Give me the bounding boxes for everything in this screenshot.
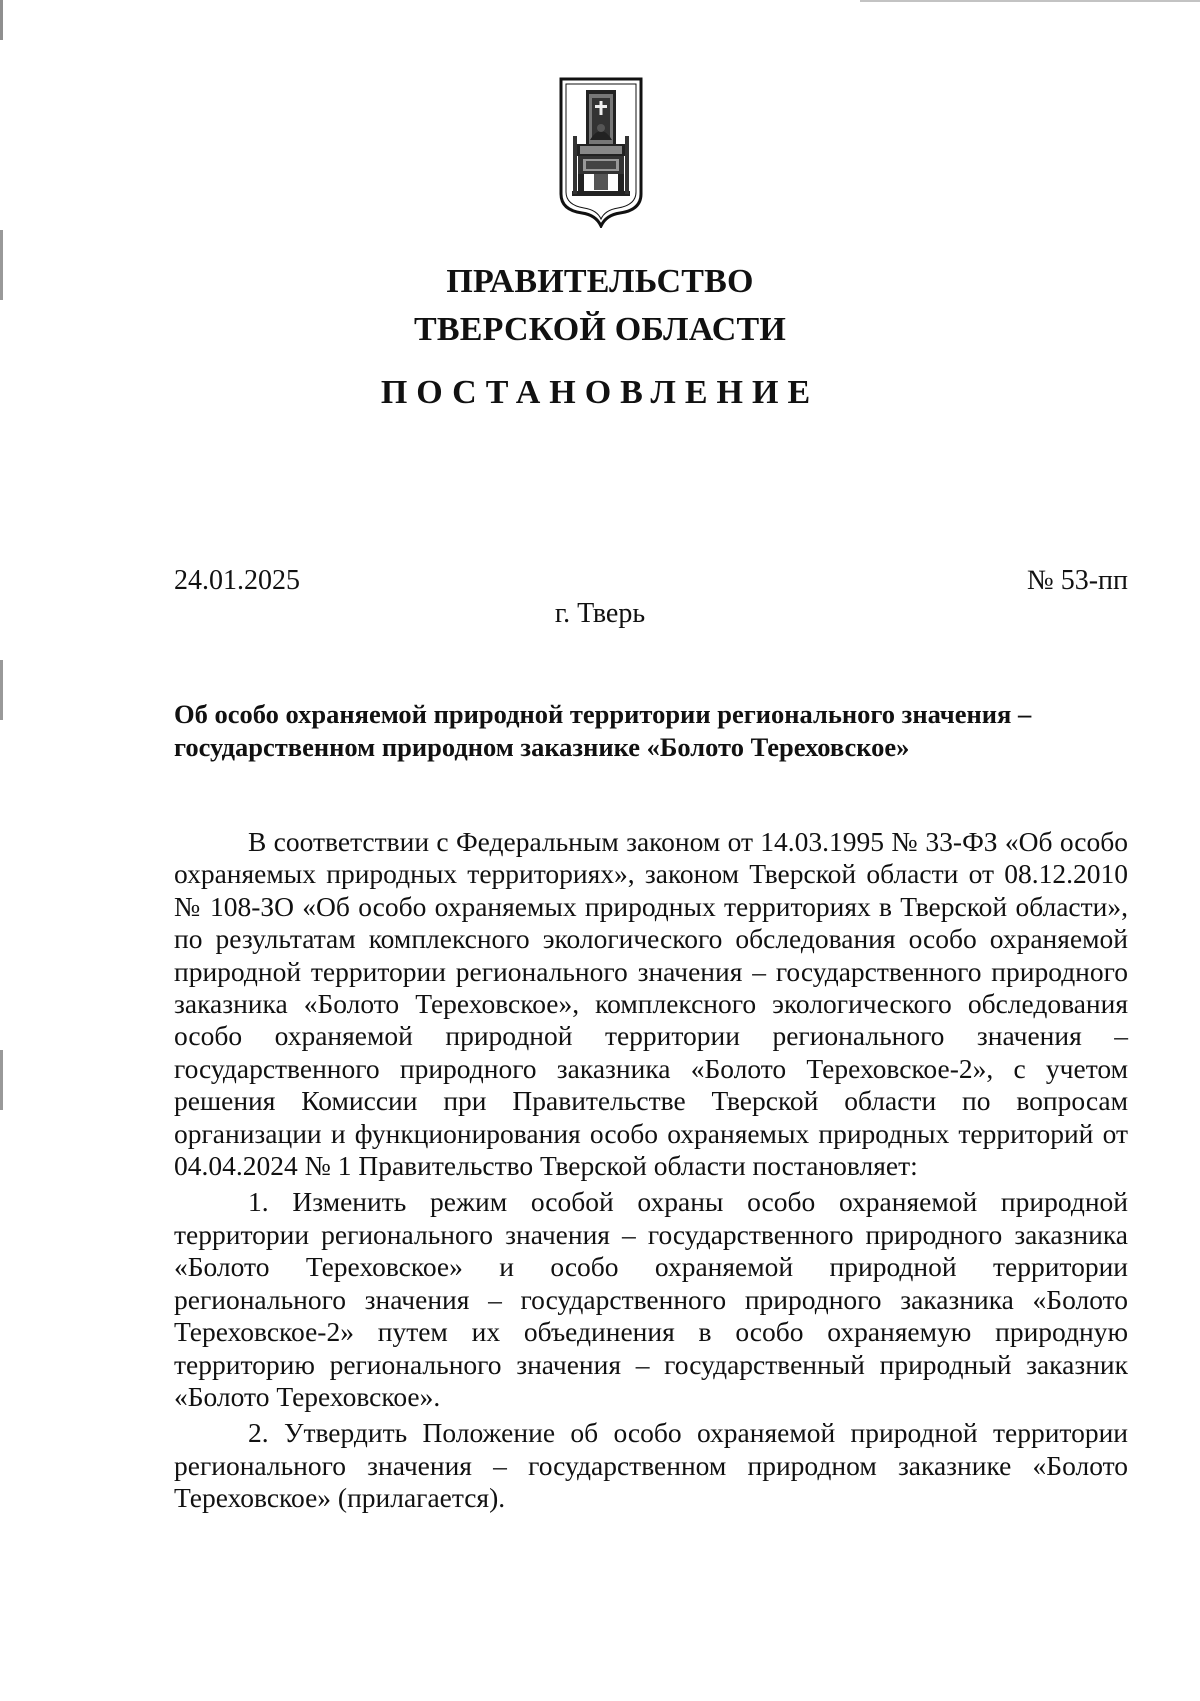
scan-edge-artifact: [0, 0, 3, 1701]
organization-name-line2: ТВЕРСКОЙ ОБЛАСТИ: [413, 311, 787, 348]
document-type: ПОСТАНОВЛЕНИЕ: [380, 374, 820, 411]
preamble-paragraph: В соответствии с Федеральным законом от 14.03.1995 № 33-ФЗ «Об особо охраняемых природных территориях», законом Тверской области от 08.12.2010 № 108-ЗО «Об особо охраняемых природных территориях в Тверской области», по результатам комплексного экологического обследования особо охраняемой природной территории регионального значения – государственного природного заказника «Болото Тереховское», комплексного экологического обследования особо охраняемой природной территории регионального значения – государственного природного заказника «Болото Тереховское-2», с учетом решения Комиссии при Правительстве Тверской области по вопросам организации и функционирования особо охраняемых природных территорий от 04.04.2024 № 1 Правительство Тверской области постановляет:: [174, 826, 1128, 1182]
organization-name-line1: ПРАВИТЕЛЬСТВО: [446, 263, 754, 300]
resolution-item-1: 1. Изменить режим особой охраны особо охраняемой природной территории регионального значения – государственного природного заказника «Болото Тереховское» и особо охраняемой природной территории регионального значения – государственного природного заказника «Болото Тереховское-2» путем их объединения в особо охраняемую природную территорию регионального значения – государственный природный заказник «Болото Тереховское».: [174, 1186, 1128, 1412]
document-city: г. Тверь: [554, 598, 646, 629]
resolution-item-2: 2. Утвердить Положение об особо охраняемой природной территории регионального значения – государственном природном заказнике «Болото Тереховское» (прилагается).: [174, 1417, 1128, 1514]
document-number: № 53-пп: [1026, 565, 1128, 596]
document-date: 24.01.2025: [174, 565, 300, 596]
scan-top-artifact: [860, 0, 1200, 2]
organization-name: [0, 258, 1200, 354]
document-body: [174, 826, 1128, 1515]
document-title-line1: Об особо охраняемой природной территории регионального значения –: [174, 699, 1032, 729]
document-title-line2: государственном природном заказнике «Болото Тереховское»: [174, 732, 910, 762]
tver-oblast-coat-of-arms-icon: [558, 76, 644, 228]
document-title: [174, 698, 1134, 764]
